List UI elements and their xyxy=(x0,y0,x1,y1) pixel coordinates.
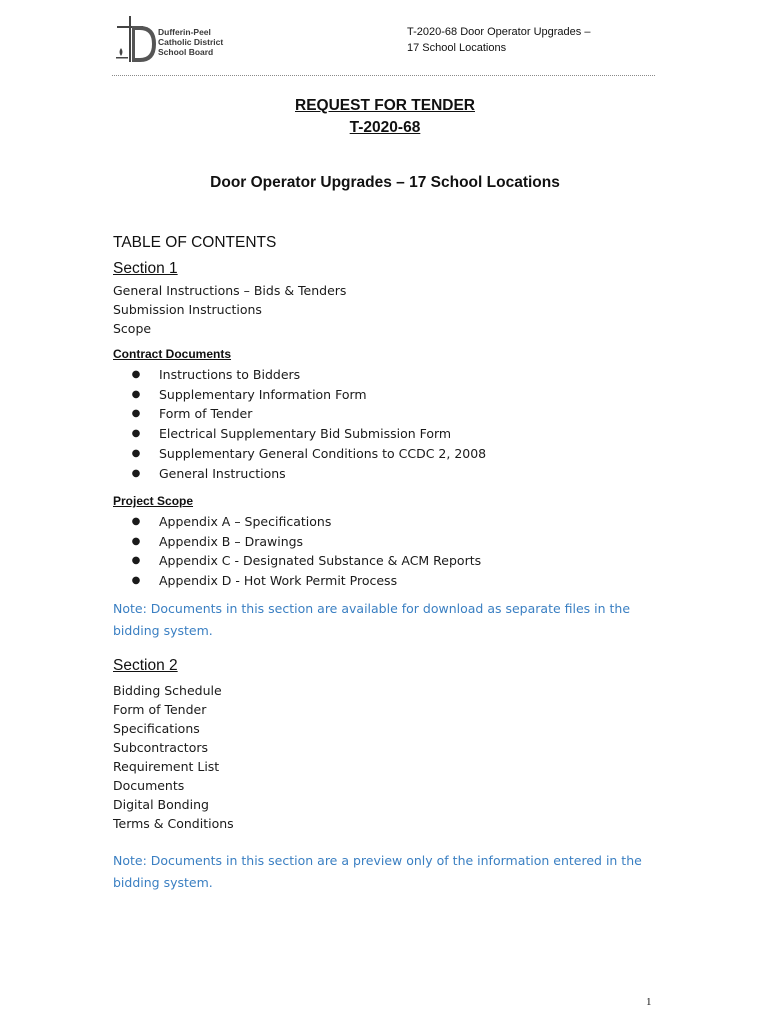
list-item xyxy=(131,532,481,552)
header-reference-line-1: T-2020-68 Door Operator Upgrades – xyxy=(407,26,591,38)
page-number: 1 xyxy=(646,996,652,1008)
list-item xyxy=(131,551,481,571)
bullet-icon: ● xyxy=(131,369,141,380)
list-item: Subcontractors xyxy=(113,740,209,755)
bullet-icon: ● xyxy=(131,575,141,587)
document-subtitle: Door Operator Upgrades – 17 School Locations xyxy=(210,174,560,191)
logo-line-2: Catholic District xyxy=(158,37,224,47)
school-board-logo xyxy=(112,14,242,66)
list-item: Submission Instructions xyxy=(113,302,262,317)
list-item: Digital Bonding xyxy=(113,797,209,812)
header-reference-line-2: 17 School Locations xyxy=(407,42,507,54)
bullet-icon: ● xyxy=(131,516,141,527)
bullet-icon: ● xyxy=(131,467,141,479)
project-scope-heading: Project Scope xyxy=(113,494,194,508)
section-2-list xyxy=(113,681,234,833)
bullet-icon: ● xyxy=(131,428,141,440)
list-item-label: Supplementary Information Form xyxy=(159,386,367,402)
project-scope-list xyxy=(131,512,481,591)
logo-line-1: Dufferin-Peel xyxy=(158,27,211,37)
section-1-note: Note: Documents in this section are available for download as separate files in the bidding system. xyxy=(113,601,631,638)
tender-number: T-2020-68 xyxy=(349,119,421,136)
contract-documents-heading: Contract Documents xyxy=(113,347,232,361)
list-item-label: Appendix A – Specifications xyxy=(159,514,332,529)
list-item-label: Electrical Supplementary Bid Submission Form xyxy=(159,426,452,442)
section-2-note: Note: Documents in this section are a preview only of the information entered in the bidding system. xyxy=(113,853,642,890)
document-title: REQUEST FOR TENDER xyxy=(295,97,475,114)
list-item: Requirement List xyxy=(113,759,220,774)
header-divider xyxy=(112,75,655,76)
bullet-icon: ● xyxy=(131,447,141,459)
list-item: Documents xyxy=(113,778,185,793)
list-item: Terms & Conditions xyxy=(113,816,234,831)
section-1-list xyxy=(113,281,346,338)
list-item xyxy=(131,571,481,591)
logo-wordmark xyxy=(158,27,223,57)
list-item-label: Appendix B – Drawings xyxy=(159,533,304,549)
list-item-label: Appendix C - Designated Substance & ACM Reports xyxy=(159,553,482,569)
logo-line-3: School Board xyxy=(158,47,214,57)
list-item-label: Instructions to Bidders xyxy=(159,367,301,382)
logo-cross-icon xyxy=(112,14,158,66)
toc-heading: TABLE OF CONTENTS xyxy=(113,234,277,251)
list-item: Bidding Schedule xyxy=(113,683,222,698)
list-item xyxy=(131,385,486,405)
list-item xyxy=(131,512,481,532)
list-item: General Instructions – Bids & Tenders xyxy=(113,283,347,298)
list-item: Specifications xyxy=(113,721,200,736)
list-item: Form of Tender xyxy=(113,702,207,717)
bullet-icon: ● xyxy=(131,535,141,547)
list-item-label: Appendix D - Hot Work Permit Process xyxy=(159,573,398,589)
bullet-icon: ● xyxy=(131,408,141,420)
list-item xyxy=(131,365,486,385)
list-item xyxy=(131,464,486,484)
list-item-label: General Instructions xyxy=(159,465,286,481)
list-item-label: Form of Tender xyxy=(159,406,253,422)
list-item-label: Supplementary General Conditions to CCDC 2, 2008 xyxy=(159,445,487,461)
list-item xyxy=(131,404,486,424)
list-item xyxy=(131,424,486,444)
header-reference xyxy=(407,24,590,56)
list-item: Scope xyxy=(113,321,152,336)
section-1-heading: Section 1 xyxy=(113,260,178,277)
contract-documents-list xyxy=(131,365,486,483)
bullet-icon: ● xyxy=(131,388,141,400)
list-item xyxy=(131,444,486,464)
section-2-heading: Section 2 xyxy=(113,657,178,674)
bullet-icon: ● xyxy=(131,555,141,567)
